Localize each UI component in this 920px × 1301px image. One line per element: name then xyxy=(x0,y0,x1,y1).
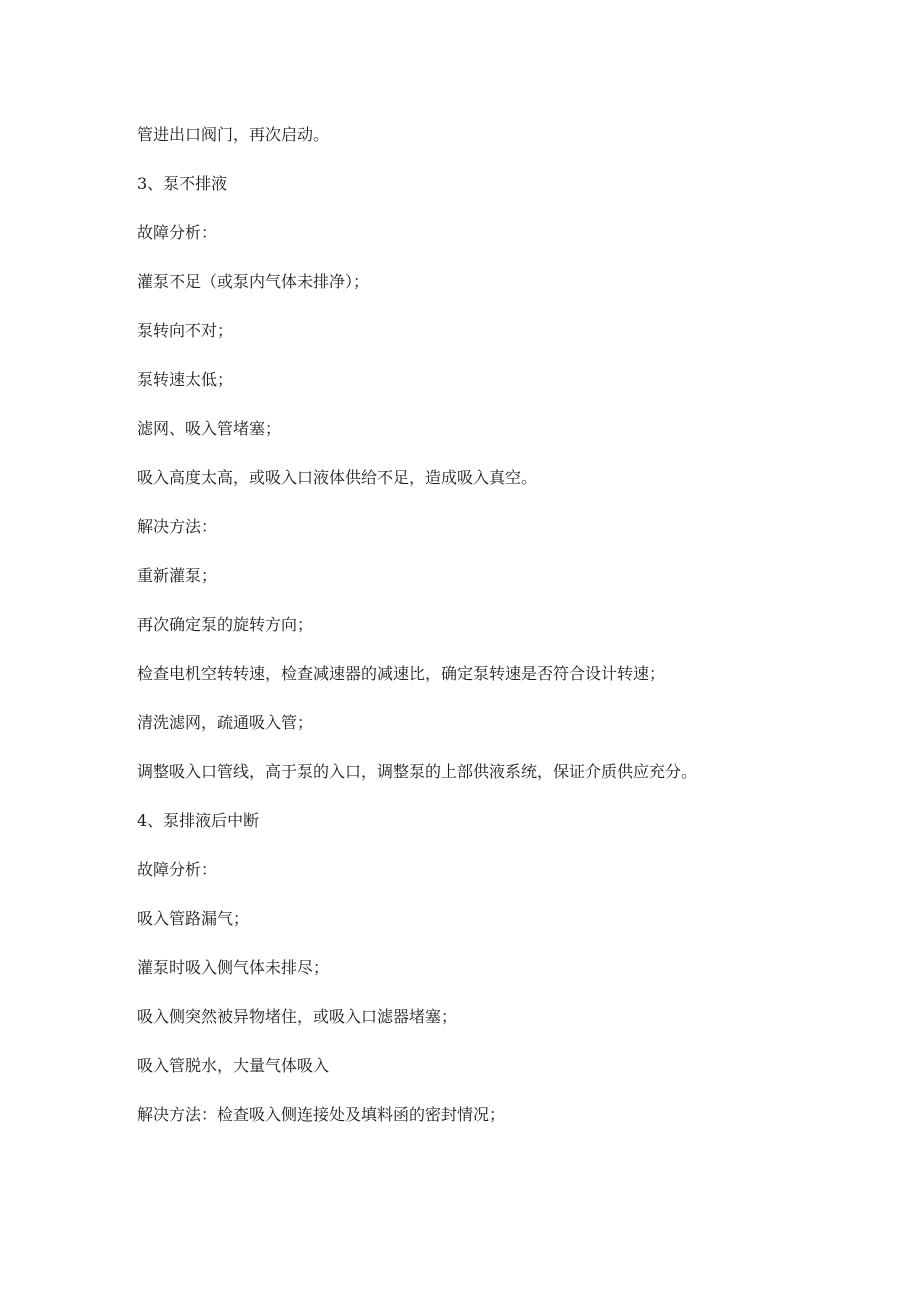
cause-item: 灌泵不足（或泵内气体未排净）； xyxy=(137,272,370,291)
document-body xyxy=(137,124,837,1153)
cause-item: 吸入管路漏气； xyxy=(137,909,250,928)
cause-item: 吸入侧突然被异物堵住，或吸入口滤器堵塞； xyxy=(137,1007,458,1026)
fault-analysis-label: 故障分析： xyxy=(137,860,218,879)
paragraph-continuation: 管进出口阀门，再次启动。 xyxy=(137,125,330,144)
fault-analysis-label: 故障分析： xyxy=(137,223,218,242)
solution-item: 检查电机空转转速，检查减速器的减速比，确定泵转速是否符合设计转速； xyxy=(137,664,666,683)
cause-item: 灌泵时吸入侧气体未排尽； xyxy=(137,958,330,977)
cause-item: 泵转向不对； xyxy=(137,321,234,340)
solution-item: 清洗滤网，疏通吸入管； xyxy=(137,713,314,732)
cause-item: 吸入高度太高，或吸入口液体供给不足，造成吸入真空。 xyxy=(137,468,538,487)
solution-label: 解决方法： xyxy=(137,517,218,536)
cause-item: 滤网、吸入管堵塞； xyxy=(137,419,282,438)
section-heading-4: 4、泵排液后中断 xyxy=(137,811,260,830)
cause-item: 泵转速太低； xyxy=(137,370,234,389)
section-heading-3: 3、泵不排液 xyxy=(137,174,228,193)
solution-item: 解决方法：检查吸入侧连接处及填料函的密封情况； xyxy=(137,1105,506,1124)
cause-item: 吸入管脱水，大量气体吸入 xyxy=(137,1056,330,1075)
solution-item: 重新灌泵； xyxy=(137,566,218,585)
solution-item: 再次确定泵的旋转方向； xyxy=(137,615,314,634)
solution-item: 调整吸入口管线，高于泵的入口，调整泵的上部供液系统，保证介质供应充分。 xyxy=(137,762,698,781)
